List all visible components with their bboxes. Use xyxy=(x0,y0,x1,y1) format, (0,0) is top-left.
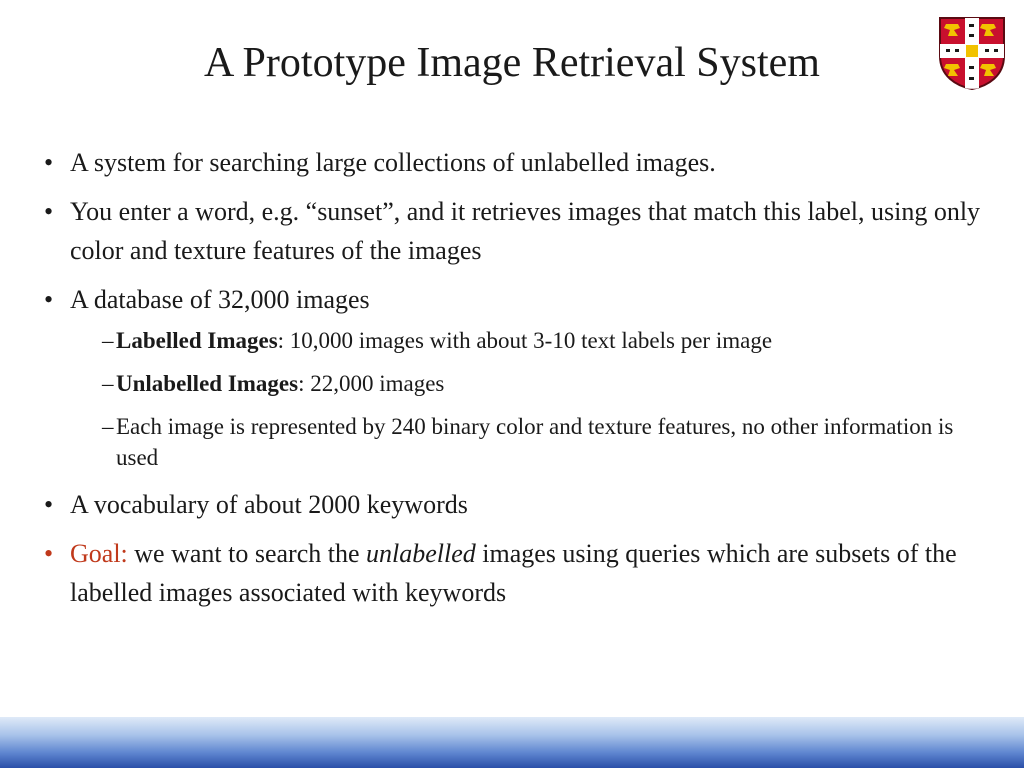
bullet-text: we want to search the xyxy=(127,539,367,568)
dash-icon: – xyxy=(102,371,114,396)
bullet-item xyxy=(44,143,994,182)
bullet-item xyxy=(44,192,994,270)
sub-bullet-text: Each image is represented by 240 binary color and texture features, no other information is used xyxy=(116,414,954,470)
bullet-item xyxy=(44,485,994,524)
bullet-text: A system for searching large collections of unlabelled images. xyxy=(70,148,716,177)
sub-bullet-bold-label: Unlabelled Images xyxy=(116,371,299,396)
emphasis-text: unlabelled xyxy=(366,539,476,568)
dash-icon: – xyxy=(102,328,114,353)
bullet-text: A vocabulary of about 2000 keywords xyxy=(70,490,468,519)
sub-bullet-text: : 22,000 images xyxy=(298,371,445,396)
sub-bullet-item xyxy=(102,411,994,473)
sub-bullet-text: : 10,000 images with about 3-10 text labels per image xyxy=(277,328,773,353)
bullet-icon: • xyxy=(44,490,54,519)
bullet-text: A database of 32,000 images xyxy=(70,285,370,314)
slide-title: A Prototype Image Retrieval System xyxy=(204,40,820,86)
bullet-item-goal xyxy=(44,534,994,612)
bullet-item xyxy=(44,280,994,473)
bullet-text: You enter a word, e.g. “sunset”, and it retrieves images that match this label, using only color and texture features of the images xyxy=(70,197,981,265)
goal-label: Goal: xyxy=(70,539,128,568)
bullet-icon: • xyxy=(44,285,54,314)
footer-gradient-band xyxy=(0,717,1024,768)
sub-bullet-bold-label: Labelled Images xyxy=(116,328,278,353)
university-crest-icon xyxy=(938,16,1006,90)
bullet-text: images using queries which are subsets of the labelled images associated with keywords xyxy=(70,539,957,607)
bullet-icon: • xyxy=(44,148,54,177)
bullet-list xyxy=(44,143,994,622)
sub-bullet-item xyxy=(102,325,994,356)
dash-icon: – xyxy=(102,414,114,439)
sub-bullet-list xyxy=(102,325,994,473)
bullet-icon: • xyxy=(44,197,54,226)
bullet-icon: • xyxy=(44,539,54,568)
sub-bullet-item xyxy=(102,368,994,399)
